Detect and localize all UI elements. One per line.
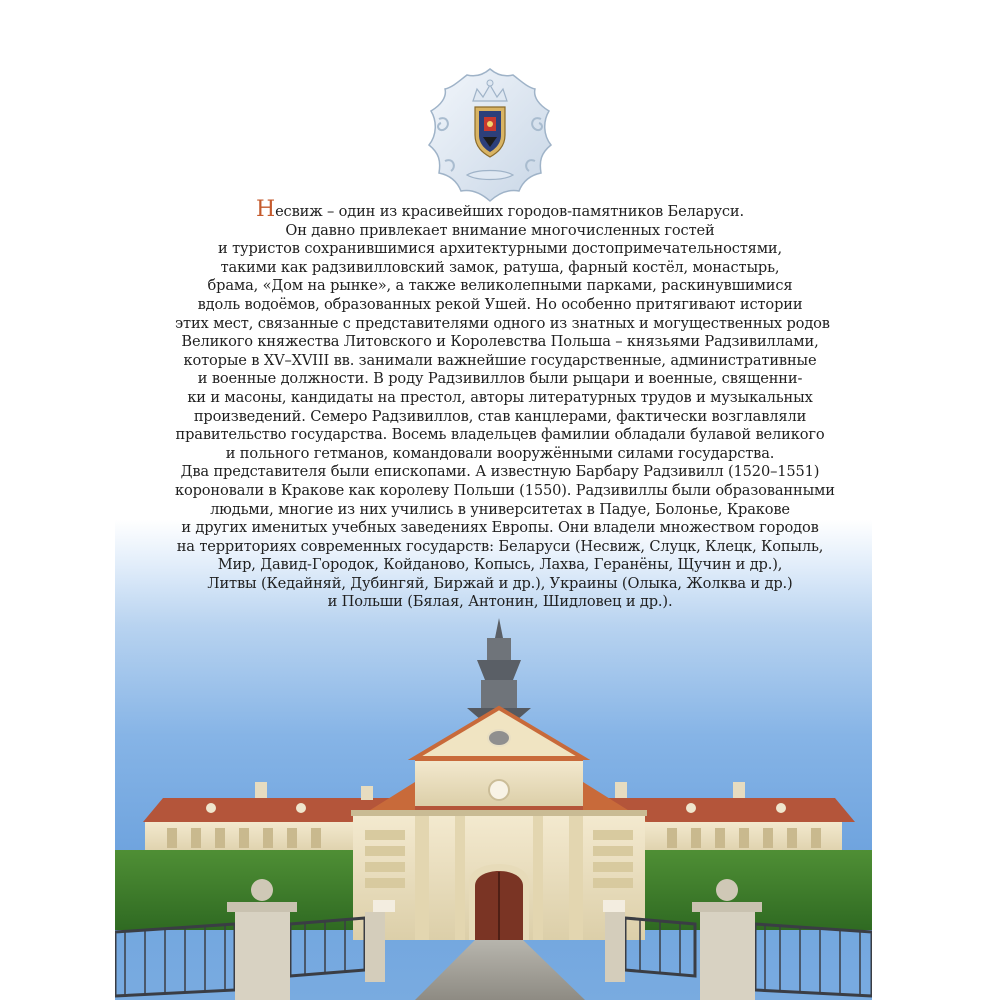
text-line: и военные должности. В роду Радзивиллов были рыцари и военные, священни- (197, 370, 803, 388)
text-line: Литвы (Кедайняй, Дубингяй, Биржай и др.), Украины (Олыка, Жолква и др.) (207, 574, 793, 592)
article-first-line (175, 197, 825, 222)
text-line: этих мест, связанные с представителями одного из знатных и могущественных родов (175, 314, 830, 332)
text-line: и польного гетманов, командовали вооружёнными силами государства. (225, 444, 775, 462)
text-line: Два представителя были епископами. А известную Барбару Радзивилл (1520–1551) (180, 463, 820, 481)
coat-of-arms-icon (425, 65, 555, 205)
text-line: которые в XV–XVIII вв. занимали важнейшие государственные, административные (183, 351, 817, 369)
text-line: людьми, многие из них учились в университетах в Падуе, Болонье, Кракове (210, 500, 790, 518)
text-line: короновали в Кракове как королеву Польши (1550). Радзивиллы были образованными (175, 481, 835, 499)
text-line: такими как радзивилловский замок, ратуша, фарный костёл, монастырь, (220, 258, 780, 276)
text-line: вдоль водоёмов, образованных рекой Ушей. Но особенно притягивают истории (197, 295, 803, 313)
text-line: и других именитых учебных заведениях Европы. Они владели множеством городов (181, 519, 819, 537)
text-line: на территориях современных государств: Беларуси (Несвиж, Слуцк, Клецк, Копыль, (176, 537, 824, 555)
text-line: и туристов сохранившимися архитектурными достопримечательностями, (218, 240, 782, 258)
text-line: произведений. Семеро Радзивиллов, став канцлерами, фактически возглавляли (193, 407, 807, 425)
article-text (175, 197, 835, 612)
text-line: Он давно привлекает внимание многочисленных гостей (285, 221, 715, 239)
gate-tower (351, 618, 647, 940)
text-line: брама, «Дом на рынке», а также великолепными парками, раскинувшимися (207, 277, 793, 295)
text-line: ки и масоны, кандидаты на престол, авторы литературных трудов и музыкальных (187, 388, 813, 406)
text-line: и Польши (Бялая, Антонин, Шидловец и др.). (327, 593, 673, 611)
text-line: правительство государства. Восемь владельцев фамилии обладали булавой великого (175, 426, 825, 444)
text-line: Великого княжества Литовского и Королевства Польша – князьями Радзивиллами, (181, 333, 819, 351)
dropcap-letter: Н (256, 197, 276, 222)
bridge-walkway (415, 940, 585, 1000)
first-line-text: есвиж – один из красивейших городов-памятников Беларуси. (275, 203, 744, 220)
text-line: Мир, Давид-Городок, Койданово, Копысь, Лахва, Геранёны, Щучин и др.), (217, 556, 783, 574)
